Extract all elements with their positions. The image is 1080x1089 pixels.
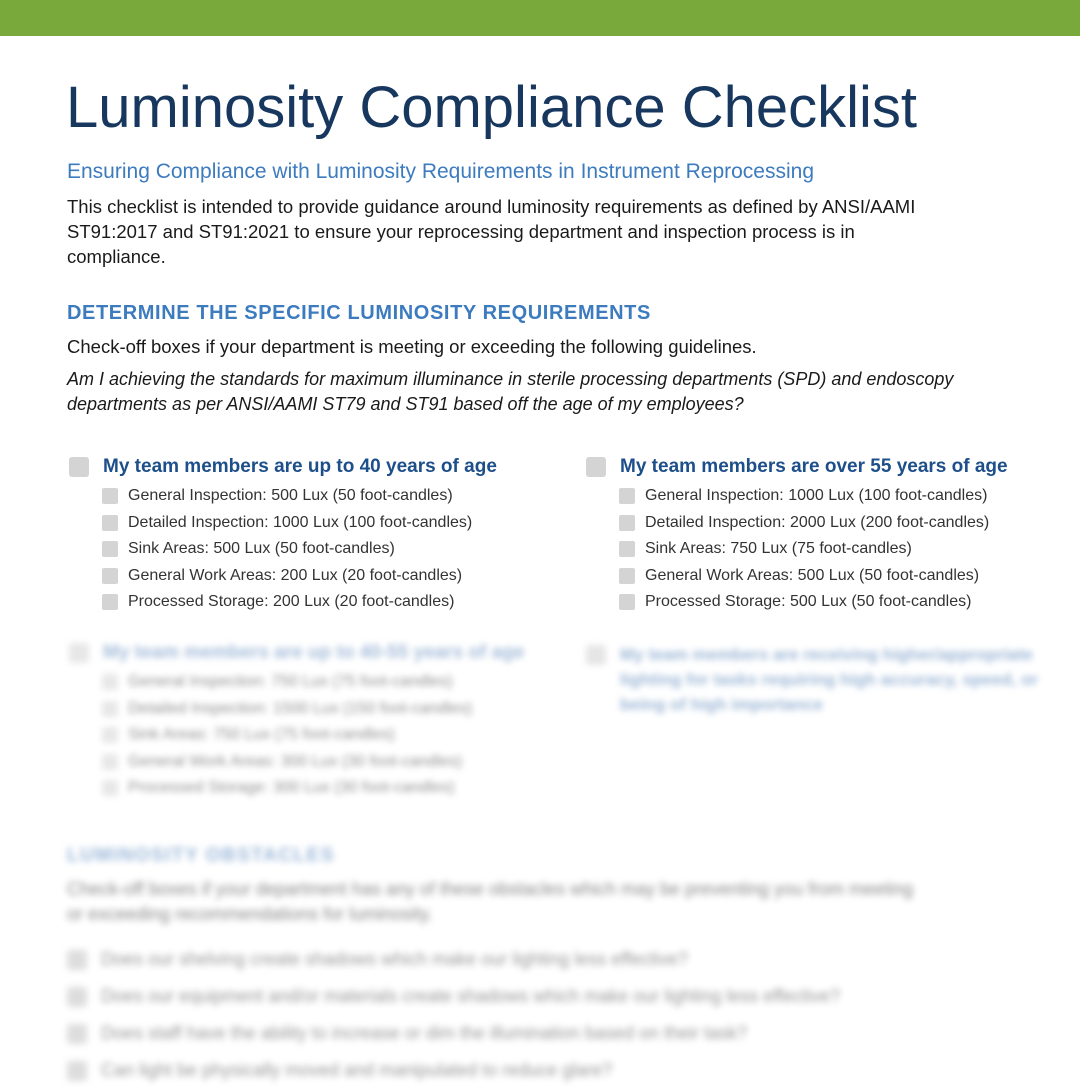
list-item bbox=[619, 510, 1008, 537]
requirements-heading: DETERMINE THE SPECIFIC LUMINOSITY REQUIREMENTS bbox=[67, 302, 651, 324]
list-item bbox=[619, 563, 1008, 590]
list-item bbox=[619, 483, 1008, 510]
group-up-to-40 bbox=[69, 456, 497, 616]
item-checkbox[interactable] bbox=[619, 488, 635, 504]
group-label: My team members are receiving higher/appropriate lighting for tasks requiring high accuracy, speed, or being of high importance bbox=[620, 645, 1039, 714]
list-item bbox=[67, 1052, 927, 1089]
item-label: Processed Storage: 300 Lux (30 foot-candles) bbox=[128, 779, 455, 797]
obstacle-label: Does our equipment and/or materials create shadows which make our lighting less effective? bbox=[101, 986, 841, 1006]
item-label: General Work Areas: 200 Lux (20 foot-candles) bbox=[128, 566, 463, 584]
list-item bbox=[619, 589, 1008, 616]
intro-paragraph: This checklist is intended to provide guidance around luminosity requirements as defined by ANSI/AAMI ST91:2017 and ST91:2021 to ensure your reprocessing department and inspection process is in compliance. bbox=[67, 196, 916, 267]
group-label: My team members are up to 40-55 years of age bbox=[103, 642, 525, 663]
item-checkbox[interactable] bbox=[102, 515, 118, 531]
item-checkbox[interactable] bbox=[102, 541, 118, 557]
obstacles-section bbox=[67, 845, 927, 1089]
item-label: Processed Storage: 200 Lux (20 foot-candles) bbox=[128, 593, 455, 611]
list-item bbox=[102, 536, 497, 563]
item-checkbox[interactable] bbox=[102, 780, 118, 796]
group-checkbox[interactable] bbox=[69, 643, 89, 663]
item-label: Sink Areas: 750 Lux (75 foot-candles) bbox=[645, 540, 912, 558]
group-40-to-55 bbox=[69, 642, 524, 802]
group-over-55 bbox=[586, 456, 1008, 616]
item-checkbox[interactable] bbox=[102, 727, 118, 743]
item-checkbox[interactable] bbox=[102, 594, 118, 610]
item-checkbox[interactable] bbox=[619, 515, 635, 531]
obstacle-checkbox[interactable] bbox=[67, 1024, 87, 1044]
item-label: General Inspection: 500 Lux (50 foot-candles) bbox=[128, 487, 453, 505]
group-higher-lighting bbox=[586, 642, 1040, 722]
obstacle-checkbox[interactable] bbox=[67, 987, 87, 1007]
item-checkbox[interactable] bbox=[619, 594, 635, 610]
group-label: My team members are over 55 years of age bbox=[620, 456, 1008, 477]
list-item bbox=[102, 775, 524, 802]
requirements-question: Am I achieving the standards for maximum illuminance in sterile processing departments (SPD) and endoscopy departments as per ANSI/AAMI ST79 and ST91 based off the age of my employees? bbox=[67, 369, 954, 414]
group-checkbox[interactable] bbox=[69, 457, 89, 477]
list-item bbox=[102, 589, 497, 616]
obstacles-instruction: Check-off boxes if your department has any of these obstacles which may be preventing you from meeting or exceeding recommendations for luminosity. bbox=[67, 879, 914, 924]
list-item bbox=[102, 749, 524, 776]
obstacle-label: Does our shelving create shadows which make our lighting less effective? bbox=[101, 949, 688, 969]
list-item bbox=[102, 483, 497, 510]
item-label: Processed Storage: 500 Lux (50 foot-candles) bbox=[645, 593, 972, 611]
item-label: General Work Areas: 300 Lux (30 foot-candles) bbox=[128, 752, 463, 770]
list-item bbox=[67, 941, 927, 978]
item-checkbox[interactable] bbox=[619, 541, 635, 557]
requirements-instruction: Check-off boxes if your department is meeting or exceeding the following guidelines. bbox=[67, 336, 757, 357]
obstacles-heading: LUMINOSITY OBSTACLES bbox=[67, 845, 335, 866]
item-checkbox[interactable] bbox=[619, 568, 635, 584]
item-label: Sink Areas: 500 Lux (50 foot-candles) bbox=[128, 540, 395, 558]
obstacle-checkbox[interactable] bbox=[67, 1061, 87, 1081]
item-checkbox[interactable] bbox=[102, 701, 118, 717]
group-checkbox[interactable] bbox=[586, 457, 606, 477]
item-checkbox[interactable] bbox=[102, 754, 118, 770]
item-label: Detailed Inspection: 1000 Lux (100 foot-candles) bbox=[128, 513, 473, 531]
list-item bbox=[102, 696, 524, 723]
page-title: Luminosity Compliance Checklist bbox=[66, 75, 917, 140]
item-label: Sink Areas: 750 Lux (75 foot-candles) bbox=[128, 726, 395, 744]
item-label: General Inspection: 750 Lux (75 foot-candles) bbox=[128, 673, 453, 691]
list-item bbox=[102, 669, 524, 696]
obstacle-label: Can light be physically moved and manipulated to reduce glare? bbox=[101, 1060, 613, 1080]
group-label: My team members are up to 40 years of age bbox=[103, 456, 497, 477]
list-item bbox=[619, 536, 1008, 563]
item-label: General Inspection: 1000 Lux (100 foot-candles) bbox=[645, 487, 988, 505]
item-label: Detailed Inspection: 1500 Lux (150 foot-candles) bbox=[128, 699, 473, 717]
page-subtitle: Ensuring Compliance with Luminosity Requirements in Instrument Reprocessing bbox=[67, 160, 815, 183]
list-item bbox=[102, 722, 524, 749]
item-checkbox[interactable] bbox=[102, 488, 118, 504]
obstacle-checkbox[interactable] bbox=[67, 950, 87, 970]
item-checkbox[interactable] bbox=[102, 568, 118, 584]
item-label: Detailed Inspection: 2000 Lux (200 foot-candles) bbox=[645, 513, 990, 531]
obstacle-label: Does staff have the ability to increase or dim the illumination based on their task? bbox=[101, 1023, 748, 1043]
item-checkbox[interactable] bbox=[102, 674, 118, 690]
item-label: General Work Areas: 500 Lux (50 foot-candles) bbox=[645, 566, 980, 584]
group-checkbox[interactable] bbox=[586, 645, 606, 665]
list-item bbox=[67, 978, 927, 1015]
list-item bbox=[102, 510, 497, 537]
list-item bbox=[102, 563, 497, 590]
list-item bbox=[67, 1015, 927, 1052]
header-accent-bar bbox=[0, 0, 1080, 36]
